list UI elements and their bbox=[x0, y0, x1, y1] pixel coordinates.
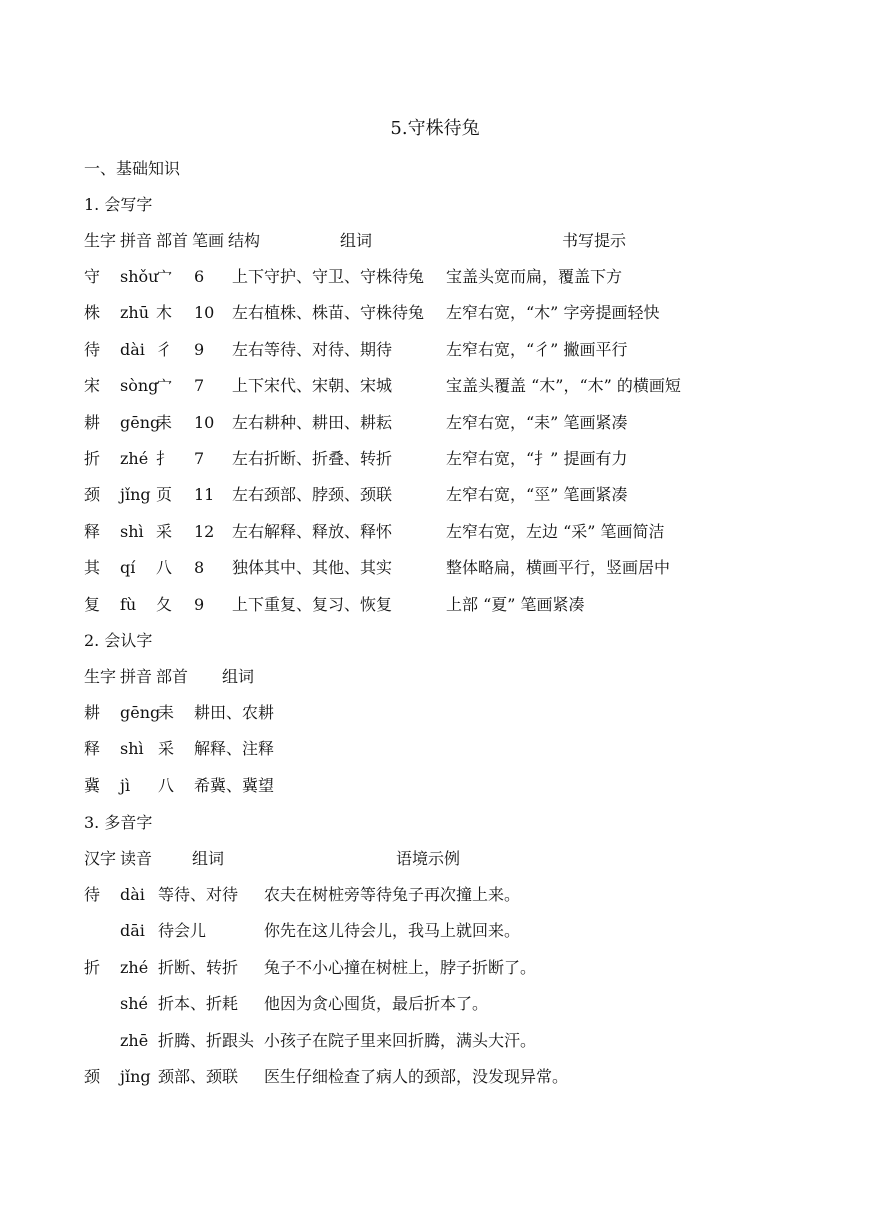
cell-words: 其中、其他、其实 bbox=[264, 558, 393, 578]
cell-char: 折 bbox=[84, 957, 101, 977]
cell-structure: 左右 bbox=[232, 303, 265, 323]
cell-reading: dài bbox=[120, 885, 145, 904]
cell-strokes: 11 bbox=[194, 485, 215, 505]
cell-words: 折断、折叠、转折 bbox=[264, 449, 393, 468]
cell-words: 希冀、冀望 bbox=[194, 775, 275, 795]
cell-radical: 木 bbox=[156, 303, 173, 323]
cell-words: 等待、对待、期待 bbox=[264, 339, 393, 359]
cell-char: 冀 bbox=[84, 775, 101, 795]
cell-words: 折本、折耗 bbox=[158, 994, 239, 1014]
cell-pinyin: jì bbox=[120, 775, 131, 795]
cell-context-example: 小孩子在院子里来回折腾，满头大汗。 bbox=[264, 1030, 537, 1050]
header-pinyin: 拼音 bbox=[120, 231, 153, 250]
cell-reading: dāi bbox=[120, 921, 145, 941]
cell-pinyin: zhé bbox=[120, 449, 149, 468]
cell-structure: 独体 bbox=[232, 558, 265, 578]
cell-char: 宋 bbox=[84, 376, 101, 396]
cell-words: 解释、注释 bbox=[194, 739, 275, 759]
cell-words: 折断、转折 bbox=[158, 957, 239, 977]
cell-structure: 上下 bbox=[232, 267, 265, 286]
cell-words: 耕田、农耕 bbox=[194, 703, 275, 722]
cell-radical: 宀 bbox=[156, 376, 173, 396]
section-heading-basics: 一、基础知识 bbox=[84, 159, 181, 178]
cell-writing-tip: 宝盖头覆盖 “木”，“木” 的横画短 bbox=[446, 376, 681, 396]
cell-strokes: 9 bbox=[194, 594, 205, 614]
cell-writing-tip: 左窄右宽，“木” 字旁提画轻快 bbox=[446, 303, 660, 323]
cell-pinyin: shì bbox=[120, 521, 144, 541]
cell-pinyin: dài bbox=[120, 339, 145, 359]
cell-words: 颈部、脖颈、颈联 bbox=[264, 485, 393, 505]
cell-radical: 宀 bbox=[156, 267, 173, 286]
cell-char: 折 bbox=[84, 449, 101, 468]
cell-strokes: 9 bbox=[194, 339, 205, 359]
cell-char: 待 bbox=[84, 885, 101, 904]
cell-structure: 左右 bbox=[232, 339, 265, 359]
cell-strokes: 6 bbox=[194, 267, 205, 286]
cell-strokes: 10 bbox=[194, 303, 215, 323]
cell-words: 耕种、耕田、耕耘 bbox=[264, 412, 393, 432]
cell-structure: 左右 bbox=[232, 521, 265, 541]
cell-structure: 左右 bbox=[232, 449, 265, 468]
cell-context-example: 农夫在树桩旁等待兔子再次撞上来。 bbox=[264, 885, 521, 904]
cell-structure: 上下 bbox=[232, 376, 265, 396]
cell-pinyin: shǒu bbox=[120, 267, 159, 286]
cell-words: 待会儿 bbox=[158, 921, 207, 941]
page-title: 5.守株待兔 bbox=[390, 118, 480, 139]
cell-radical: 扌 bbox=[156, 449, 173, 468]
cell-pinyin: fù bbox=[120, 594, 137, 614]
header-radical: 部首 bbox=[156, 667, 189, 686]
cell-context-example: 医生仔细检查了病人的颈部，没发现异常。 bbox=[264, 1067, 569, 1086]
cell-pinyin: shì bbox=[120, 739, 144, 759]
header-radical: 部首 bbox=[156, 231, 189, 250]
subheading-write-characters: 1. 会写字 bbox=[84, 195, 153, 214]
cell-words: 宋代、宋朝、宋城 bbox=[264, 376, 393, 396]
cell-strokes: 7 bbox=[194, 376, 205, 396]
cell-radical: 彳 bbox=[156, 339, 173, 359]
cell-radical: 八 bbox=[156, 558, 173, 578]
cell-strokes: 12 bbox=[194, 521, 215, 541]
cell-char: 释 bbox=[84, 739, 101, 759]
subheading-polyphonic-characters: 3. 多音字 bbox=[84, 813, 153, 832]
cell-reading: zhé bbox=[120, 957, 149, 977]
cell-writing-tip: 上部 “夏” 笔画紧凑 bbox=[446, 594, 585, 614]
header-words: 组词 bbox=[340, 231, 373, 250]
header-reading: 读音 bbox=[120, 849, 153, 868]
cell-context-example: 兔子不小心撞在树桩上，脖子折断了。 bbox=[264, 957, 537, 977]
cell-radical: 采 bbox=[158, 739, 175, 759]
header-structure: 结构 bbox=[228, 231, 261, 250]
cell-writing-tip: 左窄右宽，“扌” 提画有力 bbox=[446, 449, 628, 468]
cell-char: 守 bbox=[84, 267, 101, 286]
cell-words: 颈部、颈联 bbox=[158, 1067, 239, 1086]
cell-structure: 上下 bbox=[232, 594, 265, 614]
cell-words: 植株、株苗、守株待兔 bbox=[264, 303, 425, 323]
cell-char: 其 bbox=[84, 558, 101, 578]
cell-writing-tip: 左窄右宽，左边 “采” 笔画简洁 bbox=[446, 521, 665, 541]
cell-radical: 耒 bbox=[158, 703, 175, 722]
cell-context-example: 他因为贪心囤货，最后折本了。 bbox=[264, 994, 489, 1014]
cell-char: 释 bbox=[84, 521, 101, 541]
cell-pinyin: zhū bbox=[120, 303, 150, 323]
subheading-recognize-characters: 2. 会认字 bbox=[84, 631, 153, 650]
header-writing-tips: 书写提示 bbox=[562, 231, 627, 250]
cell-words: 重复、复习、恢复 bbox=[264, 594, 393, 614]
header-char: 汉字 bbox=[84, 849, 117, 868]
header-char: 生字 bbox=[84, 667, 117, 686]
header-pinyin: 拼音 bbox=[120, 667, 153, 686]
cell-writing-tip: 左窄右宽，“耒” 笔画紧凑 bbox=[446, 412, 628, 432]
cell-reading: jǐng bbox=[120, 1067, 151, 1086]
cell-radical: 采 bbox=[156, 521, 173, 541]
header-strokes: 笔画 bbox=[192, 231, 225, 250]
cell-radical: 夂 bbox=[156, 594, 173, 614]
header-char: 生字 bbox=[84, 231, 117, 250]
cell-structure: 左右 bbox=[232, 485, 265, 505]
header-context-example: 语境示例 bbox=[396, 849, 461, 868]
cell-radical: 耒 bbox=[156, 412, 173, 432]
cell-writing-tip: 宝盖头宽而扁，覆盖下方 bbox=[446, 267, 623, 286]
cell-char: 待 bbox=[84, 339, 101, 359]
cell-strokes: 10 bbox=[194, 412, 215, 432]
cell-char: 颈 bbox=[84, 1067, 101, 1086]
cell-char: 耕 bbox=[84, 412, 101, 432]
cell-words: 解释、释放、释怀 bbox=[264, 521, 393, 541]
cell-pinyin: sòng bbox=[120, 376, 159, 396]
header-words: 组词 bbox=[222, 667, 255, 686]
cell-radical: 页 bbox=[156, 485, 173, 505]
cell-pinyin: qí bbox=[120, 558, 136, 578]
header-words: 组词 bbox=[192, 849, 225, 868]
cell-char: 颈 bbox=[84, 485, 101, 505]
cell-structure: 左右 bbox=[232, 412, 265, 432]
cell-reading: shé bbox=[120, 994, 148, 1014]
cell-reading: zhē bbox=[120, 1030, 149, 1050]
cell-words: 折腾、折跟头 bbox=[158, 1030, 255, 1050]
cell-char: 复 bbox=[84, 594, 101, 614]
cell-pinyin: jǐng bbox=[120, 485, 151, 505]
cell-pinyin: gēng bbox=[120, 412, 161, 432]
cell-strokes: 8 bbox=[194, 558, 205, 578]
cell-char: 耕 bbox=[84, 703, 101, 722]
cell-writing-tip: 左窄右宽，“彳” 撇画平行 bbox=[446, 339, 628, 359]
cell-words: 守护、守卫、守株待兔 bbox=[264, 267, 425, 286]
cell-words: 等待、对待 bbox=[158, 885, 239, 904]
cell-pinyin: gēng bbox=[120, 703, 161, 722]
cell-radical: 八 bbox=[158, 775, 175, 795]
cell-writing-tip: 整体略扁，横画平行，竖画居中 bbox=[446, 558, 671, 578]
cell-strokes: 7 bbox=[194, 449, 205, 468]
cell-char: 株 bbox=[84, 303, 101, 323]
cell-context-example: 你先在这儿待会儿，我马上就回来。 bbox=[264, 921, 521, 941]
cell-writing-tip: 左窄右宽，“巠” 笔画紧凑 bbox=[446, 485, 628, 505]
